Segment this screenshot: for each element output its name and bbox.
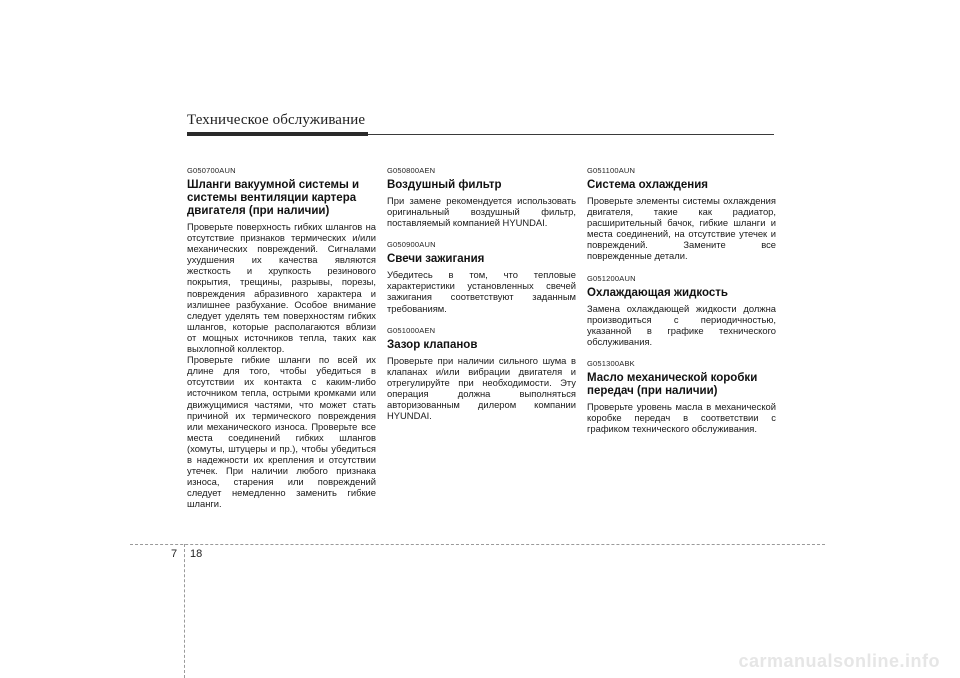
section-body: Проверьте элементы системы охлаждения двигателя, такие как радиатор, расширительный бачок, гибкие шланги и места соединений, на отсутствие утечек и повреждений. Замените все поврежденные детали. bbox=[587, 195, 776, 262]
section-body: Убедитесь в том, что тепловые характеристики установленных свечей зажигания соответствуют заданным требованиям. bbox=[387, 269, 576, 314]
section-body: Проверьте при наличии сильного шума в клапанах и/или вибрации двигателя и отрегулируйте при необходимости. Эту операция должна выполняться авторизованным дилером компании HYUNDAI. bbox=[387, 354, 576, 422]
section-coolant bbox=[587, 274, 776, 347]
section-heading: Свечи зажигания bbox=[387, 253, 485, 266]
section-code: G050900AUN bbox=[387, 240, 436, 250]
section-valve-clearance bbox=[387, 326, 576, 422]
text-column-1 bbox=[187, 166, 376, 521]
section-manual-transmission-oil bbox=[587, 359, 776, 434]
section-body: Проверьте поверхность гибких шлангов на отсутствие признаков термических и/или механических повреждений. Сигналами ухудшения их качества являются жесткость и хрупкость резинового покрытия, трещины, разрывы, порезы, повреждения абразивного характера и излишнее разбухание. Особое внимание следует уделять тем поверхностям гибких шлангов, которые располагаются вблизи от мощных источников тепла, таких как выхлопной коллектор. Проверьте гибкие шланги по всей их длине для того, чтобы убедиться в отсутствии их контакта с каким-либо источником тепла, острыми кромками или движущимися частями, что может стать причиной их термического повреждения или механического износа. Проверьте все места соединений гибких шлангов (хомуты, штуцеры и пр.), чтобы убедиться в надежности их крепления и отсутствии утечек. При наличии любого признака износа, старения или повреждений следует немедленно заменить гибкие шланги. bbox=[187, 221, 376, 510]
section-code: G051300ABK bbox=[587, 358, 635, 368]
section-code: G051000AEN bbox=[387, 325, 436, 335]
section-body: Замена охлаждающей жидкости должна производиться с периодичностью, указанной в графике технического обслуживания. bbox=[587, 302, 776, 347]
section-heading: Шланги вакуумной системы и системы вентиляции картера двигателя (при наличии) bbox=[187, 179, 360, 217]
header-rule-bar bbox=[187, 132, 368, 136]
text-column-3 bbox=[587, 166, 776, 446]
footer-chapter-number: 7 bbox=[171, 548, 178, 560]
section-heading: Воздушный фильтр bbox=[387, 179, 502, 191]
footer-page-number: 18 bbox=[190, 548, 203, 560]
section-spark-plugs bbox=[387, 240, 576, 313]
section-code: G050800AEN bbox=[387, 166, 436, 175]
footer-dashed-line bbox=[130, 544, 825, 545]
text-column-2 bbox=[387, 166, 576, 433]
section-air-filter bbox=[387, 166, 576, 228]
section-body: При замене рекомендуется использовать оригинальный воздушный фильтр, поставляемый компанией HYUNDAI. bbox=[387, 195, 576, 229]
header-rule-line bbox=[368, 134, 774, 135]
section-vacuum-hoses bbox=[187, 166, 376, 509]
section-heading: Охлаждающая жидкость bbox=[587, 286, 728, 299]
footer-vertical-dashed-line bbox=[184, 544, 185, 678]
page-header-title: Техническое обслуживание bbox=[187, 112, 366, 128]
section-code: G051200AUN bbox=[587, 273, 636, 283]
section-heading: Масло механической коробки передач (при наличии) bbox=[587, 371, 758, 397]
section-body: Проверьте уровень масла в механической коробке передач в соответствии с графиком технического обслуживания. bbox=[587, 400, 776, 435]
section-code: G050700AUN bbox=[187, 166, 236, 175]
section-heading: Система охлаждения bbox=[587, 179, 709, 191]
section-code: G051100AUN bbox=[587, 166, 636, 175]
watermark-text: carmanualsonline.info bbox=[738, 651, 940, 671]
section-cooling-system bbox=[587, 166, 776, 262]
section-heading: Зазор клапанов bbox=[387, 338, 478, 351]
